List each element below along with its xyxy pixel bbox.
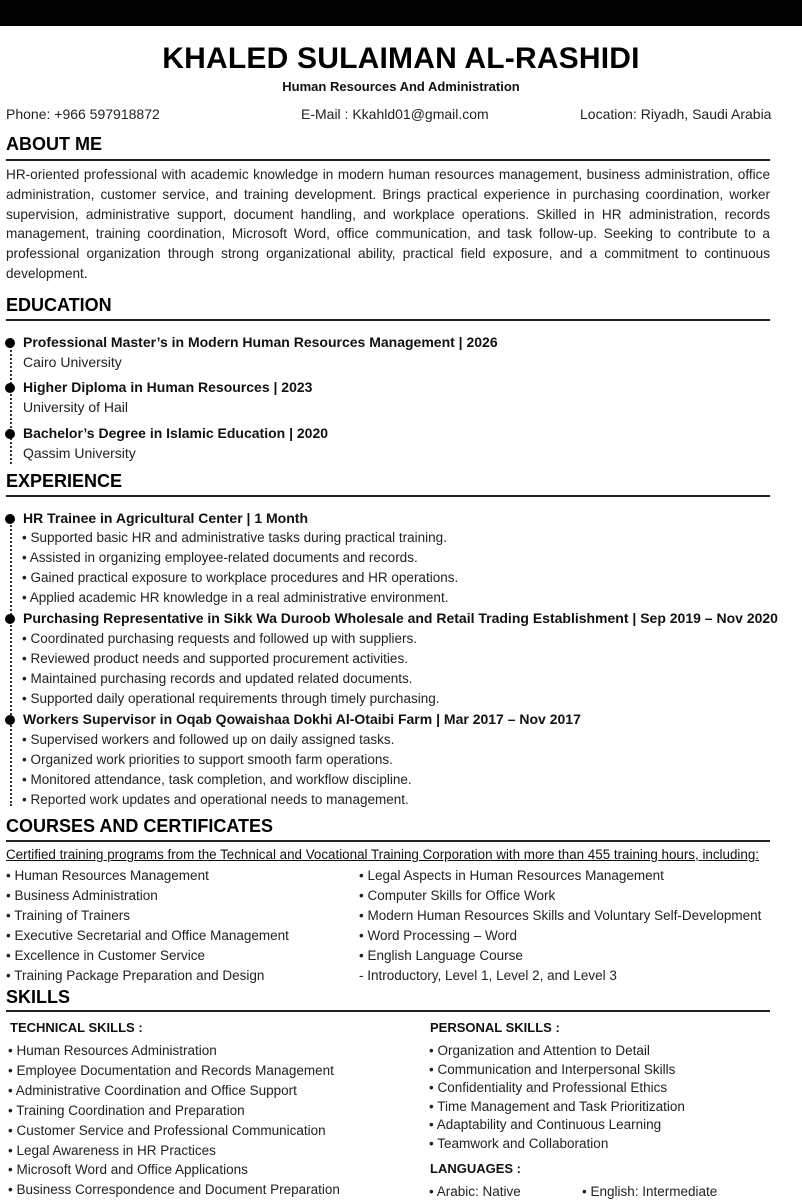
language-item: • Arabic: Native: [429, 1184, 521, 1199]
experience-bullet: • Supported basic HR and administrative tasks during practical training.: [22, 530, 447, 545]
experience-bullet: • Monitored attendance, task completion, and workflow discipline.: [22, 772, 412, 787]
about-text: HR-oriented professional with academic knowledge in modern human resources management, business administration, office administration, customer service, and training development. Brings practical experience in purchasing coordination, worker supervision, administrative support, document handling, and workplace operations. Skilled in HR administration, records management, training coordination, Microsoft Word, office communication, and task follow-up. Seeking to contribute to a professional organization through strong organizational ability, practical field exposure, and a commitment to continuous development.: [6, 167, 770, 281]
experience-title: Workers Supervisor in Oqab Qowaishaa Dokhi Al-Otaibi Farm | Mar 2017 – Nov 2017: [23, 711, 581, 727]
course-item: • Legal Aspects in Human Resources Management: [359, 868, 664, 883]
education-school: Qassim University: [23, 445, 136, 461]
experience-bullet: • Assisted in organizing employee-related documents and records.: [22, 550, 418, 565]
contact-location: Location: Riyadh, Saudi Arabia: [580, 106, 772, 122]
education-dot: [5, 383, 15, 393]
course-item: - Introductory, Level 1, Level 2, and Level 3: [359, 968, 617, 983]
experience-bullet: • Supported daily operational requirements through timely purchasing.: [22, 691, 440, 706]
experience-title: Purchasing Representative in Sikk Wa Duroob Wholesale and Retail Trading Establishment | Sep 2019 – Nov 2020: [23, 610, 778, 626]
personal-skill-item: • Teamwork and Collaboration: [429, 1136, 609, 1151]
courses-intro: Certified training programs from the Technical and Vocational Training Corporation with more than 455 training hours, including:: [6, 847, 760, 862]
course-item: • Excellence in Customer Service: [6, 948, 206, 963]
courses-rule: [6, 840, 770, 842]
experience-bullet: • Gained practical exposure to workplace procedures and HR operations.: [22, 570, 459, 585]
technical-skill-item: • Training Coordination and Preparation: [8, 1103, 245, 1118]
skills-rule: [6, 1010, 770, 1012]
experience-rule: [6, 495, 770, 497]
personal-skill-item: • Communication and Interpersonal Skills: [429, 1062, 676, 1077]
technical-skill-item: • Legal Awareness in HR Practices: [8, 1143, 216, 1158]
technical-skill-item: • Human Resources Administration: [8, 1043, 217, 1058]
personal-skill-item: • Organization and Attention to Detail: [429, 1043, 650, 1058]
personal-skill-item: • Confidentiality and Professional Ethics: [429, 1080, 668, 1095]
course-item: • Word Processing – Word: [359, 928, 518, 943]
experience-heading: EXPERIENCE: [6, 471, 123, 491]
personal-skill-item: • Adaptability and Continuous Learning: [429, 1117, 662, 1132]
education-title: Professional Master’s in Modern Human Resources Management | 2026: [23, 334, 498, 350]
education-dot: [5, 338, 15, 348]
top-black-bar: [0, 0, 802, 26]
experience-bullet: • Organized work priorities to support smooth farm operations.: [22, 752, 393, 767]
candidate-name: KHALED SULAIMAN AL-RASHIDI: [162, 42, 640, 75]
education-dot: [5, 429, 15, 439]
technical-skill-item: • Employee Documentation and Records Management: [8, 1063, 334, 1078]
education-timeline: [10, 338, 12, 464]
course-item: • English Language Course: [359, 948, 523, 963]
candidate-title: Human Resources And Administration: [282, 79, 520, 94]
experience-bullet: • Reviewed product needs and supported procurement activities.: [22, 651, 408, 666]
experience-bullet: • Applied academic HR knowledge in a real administrative environment.: [22, 590, 449, 605]
experience-dot: [5, 514, 15, 524]
course-item: • Training Package Preparation and Design: [6, 968, 265, 983]
technical-skill-item: • Administrative Coordination and Office Support: [8, 1083, 297, 1098]
education-school: University of Hail: [23, 399, 129, 415]
experience-dot: [5, 614, 15, 624]
technical-skill-item: • Customer Service and Professional Communication: [8, 1123, 326, 1138]
technical-skill-item: • Business Correspondence and Document Preparation: [8, 1182, 340, 1197]
contact-email: E-Mail : Kkahld01@gmail.com: [301, 106, 489, 122]
experience-bullet: • Supervised workers and followed up on daily assigned tasks.: [22, 732, 395, 747]
about-heading: ABOUT ME: [6, 134, 102, 154]
skills-heading: SKILLS: [6, 987, 71, 1007]
experience-dot: [5, 715, 15, 725]
course-item: • Modern Human Resources Skills and Voluntary Self-Development: [359, 908, 762, 923]
personal-skills-heading: PERSONAL SKILLS :: [430, 1020, 560, 1035]
languages-heading: LANGUAGES :: [430, 1161, 521, 1176]
education-rule: [6, 319, 770, 321]
education-heading: EDUCATION: [6, 295, 112, 315]
personal-skill-item: • Time Management and Task Prioritization: [429, 1099, 685, 1114]
technical-skill-item: • Microsoft Word and Office Applications: [8, 1162, 248, 1177]
technical-skills-heading: TECHNICAL SKILLS :: [10, 1020, 143, 1035]
course-item: • Executive Secretarial and Office Management: [6, 928, 289, 943]
education-title: Higher Diploma in Human Resources | 2023: [23, 379, 313, 395]
course-item: • Human Resources Management: [6, 868, 209, 883]
experience-bullet: • Reported work updates and operational needs to management.: [22, 792, 409, 807]
language-item: • English: Intermediate: [582, 1184, 718, 1199]
contact-phone: Phone: +966 597918872: [6, 106, 160, 122]
experience-bullet: • Coordinated purchasing requests and followed up with suppliers.: [22, 631, 417, 646]
about-rule: [6, 159, 770, 161]
course-item: • Computer Skills for Office Work: [359, 888, 556, 903]
experience-bullet: • Maintained purchasing records and updated related documents.: [22, 671, 413, 686]
experience-title: HR Trainee in Agricultural Center | 1 Month: [23, 510, 308, 526]
education-title: Bachelor’s Degree in Islamic Education | 2020: [23, 425, 329, 441]
education-school: Cairo University: [23, 354, 122, 370]
courses-heading: COURSES AND CERTIFICATES: [6, 816, 274, 836]
course-item: • Training of Trainers: [6, 908, 131, 923]
course-item: • Business Administration: [6, 888, 158, 903]
experience-timeline: [10, 514, 12, 806]
